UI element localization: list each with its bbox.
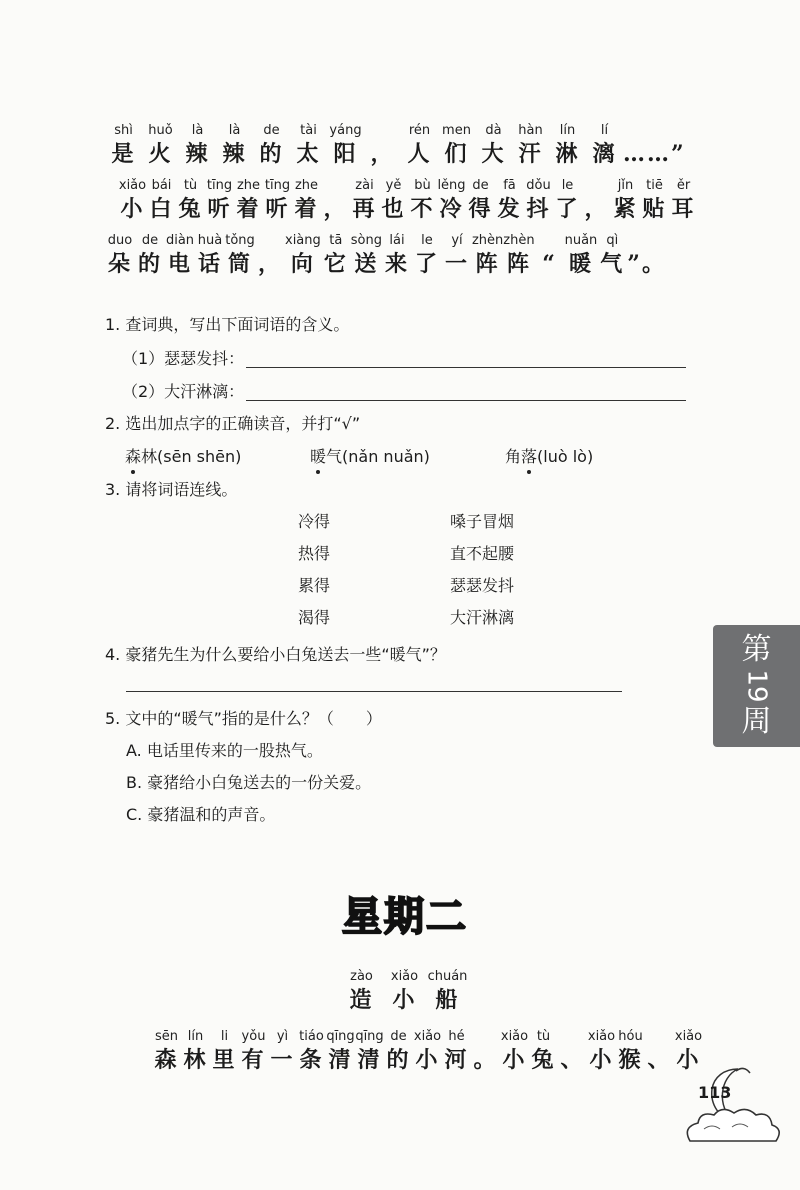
hanzi: 贴 xyxy=(642,196,667,222)
pinyin: zhe xyxy=(236,178,261,193)
story-line-2 xyxy=(118,177,698,224)
hanzi: 了 xyxy=(414,251,439,277)
ruby-char xyxy=(627,232,666,279)
ruby-char xyxy=(152,1028,181,1075)
hanzi: 阵 xyxy=(475,251,500,277)
pinyin: tǒng xyxy=(225,233,255,248)
ruby-char xyxy=(239,1028,268,1075)
ruby-char xyxy=(355,1028,384,1075)
pinyin: zhe xyxy=(294,178,319,193)
hanzi: 小 xyxy=(392,987,417,1013)
story2-line-1 xyxy=(152,1028,703,1075)
ruby-char xyxy=(105,122,142,169)
hanzi: 一 xyxy=(270,1047,295,1073)
pinyin: hé xyxy=(448,1029,465,1044)
ruby-char xyxy=(351,232,382,279)
pinyin: fā xyxy=(503,178,516,193)
pinyin: zài xyxy=(355,178,374,193)
ruby-char xyxy=(147,177,176,224)
hanzi: 的 xyxy=(386,1047,411,1073)
hanzi: 听 xyxy=(207,196,232,222)
match-left-1[interactable]: 冷得 xyxy=(298,512,331,531)
ruby-char xyxy=(442,232,472,279)
pinyin: sēn xyxy=(154,1029,178,1044)
hanzi: 辣 xyxy=(185,141,210,167)
hanzi: 朵 xyxy=(107,251,132,277)
hanzi: 、 xyxy=(560,1047,585,1073)
ruby-char xyxy=(500,1028,529,1075)
hanzi: 汗 xyxy=(518,141,543,167)
hanzi: ， xyxy=(257,251,282,277)
pinyin: dǒu xyxy=(526,178,551,193)
pinyin: de xyxy=(472,178,489,193)
match-left-4[interactable]: 渴得 xyxy=(298,608,331,627)
ruby-char xyxy=(587,1028,616,1075)
hanzi: 。 xyxy=(473,1047,498,1073)
pinyin: shì xyxy=(114,123,133,138)
hanzi: 人 xyxy=(407,141,432,167)
ruby-char xyxy=(340,968,383,1015)
story2-title xyxy=(340,968,469,1015)
ruby-char xyxy=(321,177,350,224)
hanzi: 的 xyxy=(259,141,284,167)
hanzi: 着 xyxy=(236,196,261,222)
ruby-char xyxy=(327,122,364,169)
hanzi: 它 xyxy=(323,251,348,277)
match-right-3[interactable]: 瑟瑟发抖 xyxy=(450,576,515,595)
pinyin: diàn xyxy=(165,233,195,248)
ruby-char xyxy=(565,232,598,279)
ruby-char xyxy=(437,177,466,224)
hanzi: 大 xyxy=(481,141,506,167)
hanzi: 话 xyxy=(197,251,222,277)
hanzi: 着 xyxy=(294,196,319,222)
hanzi: 淋 xyxy=(555,141,580,167)
pinyin: tīng xyxy=(206,178,233,193)
ruby-char xyxy=(285,232,321,279)
q5-option-c[interactable]: C. 豪猪温和的声音。 xyxy=(126,805,276,824)
hanzi: 小 xyxy=(676,1047,701,1073)
pinyin: yì xyxy=(276,1029,289,1044)
q5-option-a[interactable]: A. 电话里传来的一股热气。 xyxy=(126,741,323,760)
hanzi: 猴 xyxy=(618,1047,643,1073)
hanzi: 了 xyxy=(555,196,580,222)
hanzi: 里 xyxy=(212,1047,237,1073)
pinyin: xiàng xyxy=(285,233,321,248)
ruby-char xyxy=(408,177,437,224)
q2-option-3[interactable]: 角落(luò lò) xyxy=(505,447,594,466)
ruby-char xyxy=(466,177,495,224)
ruby-char xyxy=(553,177,582,224)
pinyin: huà xyxy=(197,233,223,248)
dotted-char: 暖 xyxy=(310,447,327,466)
pinyin: li xyxy=(220,1029,229,1044)
pinyin: bù xyxy=(414,178,431,193)
pinyin: zào xyxy=(350,969,373,984)
ruby-char xyxy=(210,1028,239,1075)
ruby-char xyxy=(472,232,503,279)
pinyin: tā xyxy=(329,233,343,248)
ruby-char xyxy=(135,232,165,279)
ruby-char xyxy=(412,232,442,279)
pinyin: men xyxy=(442,123,471,138)
pinyin: hàn xyxy=(518,123,543,138)
match-right-4[interactable]: 大汗淋漓 xyxy=(450,608,515,627)
ruby-char xyxy=(597,232,627,279)
pinyin: là xyxy=(228,123,241,138)
ruby-char xyxy=(512,122,549,169)
pinyin: duo xyxy=(107,233,133,248)
ruby-char xyxy=(582,177,611,224)
question-1a-label: （1）瑟瑟发抖： xyxy=(122,349,245,368)
ruby-char xyxy=(268,1028,297,1075)
hanzi: 暖 xyxy=(568,251,593,277)
hanzi: 筒 xyxy=(227,251,252,277)
ruby-char xyxy=(384,1028,413,1075)
hanzi: 再 xyxy=(352,196,377,222)
pinyin: yáng xyxy=(329,123,362,138)
hanzi: 的 xyxy=(137,251,162,277)
ruby-char xyxy=(503,232,534,279)
hanzi: 小 xyxy=(415,1047,440,1073)
ruby-char xyxy=(535,232,565,279)
hanzi: 冷 xyxy=(439,196,464,222)
question-2: 2. 选出加点字的正确读音，并打“√” xyxy=(105,414,361,433)
ruby-char xyxy=(176,177,205,224)
pinyin: yě xyxy=(385,178,402,193)
ruby-char xyxy=(623,122,686,169)
hanzi: 船 xyxy=(435,987,460,1013)
pinyin: lěng xyxy=(437,178,466,193)
pinyin: tù xyxy=(536,1029,551,1044)
dotted-char: 森 xyxy=(125,447,142,466)
pinyin: tiáo xyxy=(299,1029,324,1044)
ruby-char xyxy=(179,122,216,169)
ruby-char xyxy=(558,1028,587,1075)
pinyin: xiǎo xyxy=(674,1029,703,1044)
pinyin: rén xyxy=(408,123,431,138)
ruby-char xyxy=(669,177,698,224)
ruby-char xyxy=(475,122,512,169)
ruby-char xyxy=(616,1028,645,1075)
hanzi: 紧 xyxy=(613,196,638,222)
hanzi: 林 xyxy=(183,1047,208,1073)
hanzi: 小 xyxy=(120,196,145,222)
ruby-char xyxy=(379,177,408,224)
week-tab-suffix: 周 xyxy=(741,704,772,739)
hanzi: 听 xyxy=(265,196,290,222)
ruby-char xyxy=(383,968,426,1015)
ruby-char xyxy=(255,232,285,279)
ruby-char xyxy=(195,232,225,279)
match-right-1[interactable]: 嗓子冒烟 xyxy=(450,512,515,531)
pinyin: chuán xyxy=(427,969,468,984)
hanzi: 气 xyxy=(600,251,625,277)
ruby-char xyxy=(350,177,379,224)
hanzi: 一 xyxy=(444,251,469,277)
ruby-char xyxy=(216,122,253,169)
pinyin: qīng xyxy=(326,1029,355,1044)
pinyin: yí xyxy=(451,233,463,248)
pinyin: ěr xyxy=(676,178,691,193)
pinyin: dà xyxy=(485,123,502,138)
day-title: 星期二 xyxy=(342,894,468,940)
hanzi: 不 xyxy=(410,196,435,222)
ruby-char xyxy=(225,232,255,279)
pinyin: lái xyxy=(389,233,405,248)
hanzi: 火 xyxy=(148,141,173,167)
pinyin: là xyxy=(191,123,204,138)
ruby-char xyxy=(401,122,438,169)
ruby-char xyxy=(529,1028,558,1075)
ruby-char xyxy=(292,177,321,224)
pinyin: lí xyxy=(600,123,609,138)
hanzi: ， xyxy=(584,196,609,222)
question-4: 4. 豪猪先生为什么要给小白兔送去一些“暖气”？ xyxy=(105,645,446,664)
hanzi: ， xyxy=(323,196,348,222)
question-1b-label: （2）大汗淋漓： xyxy=(122,382,245,401)
ruby-char xyxy=(321,232,351,279)
hanzi: 也 xyxy=(381,196,406,222)
pinyin: xiǎo xyxy=(587,1029,616,1044)
ruby-char xyxy=(471,1028,500,1075)
hanzi: 小 xyxy=(502,1047,527,1073)
answer-blank-1b[interactable] xyxy=(246,400,686,401)
question-1: 1. 查词典，写出下面词语的含义。 xyxy=(105,315,350,334)
pinyin: jǐn xyxy=(617,178,634,193)
ruby-char xyxy=(326,1028,355,1075)
hanzi: 条 xyxy=(299,1047,324,1073)
pinyin: tài xyxy=(300,123,317,138)
week-tab-number: 19 xyxy=(741,669,772,703)
hanzi: ”。 xyxy=(627,251,666,277)
pinyin: huǒ xyxy=(148,123,173,138)
page-number: 113 xyxy=(698,1083,732,1102)
hanzi: 太 xyxy=(296,141,321,167)
week-tab xyxy=(713,625,800,747)
pinyin: qì xyxy=(606,233,619,248)
pinyin: lín xyxy=(187,1029,204,1044)
pinyin: nuǎn xyxy=(564,233,598,248)
ruby-char xyxy=(205,177,234,224)
hanzi: 阵 xyxy=(506,251,531,277)
hanzi: 得 xyxy=(468,196,493,222)
hanzi: 抖 xyxy=(526,196,551,222)
story-line-1 xyxy=(105,122,686,169)
hanzi: 兔 xyxy=(531,1047,556,1073)
ruby-char xyxy=(586,122,623,169)
hanzi: 们 xyxy=(444,141,469,167)
q2-option-1[interactable]: 森林(sēn shēn) xyxy=(125,447,242,466)
pinyin: xiǎo xyxy=(390,969,419,984)
pinyin: hóu xyxy=(618,1029,643,1044)
ruby-char xyxy=(495,177,524,224)
question-3: 3. 请将词语连线。 xyxy=(105,480,238,499)
pinyin: sòng xyxy=(350,233,382,248)
hanzi: 造 xyxy=(349,987,374,1013)
hanzi: 小 xyxy=(589,1047,614,1073)
hanzi: 向 xyxy=(290,251,315,277)
match-left-2[interactable]: 热得 xyxy=(298,544,331,563)
ruby-char xyxy=(640,177,669,224)
ruby-char xyxy=(426,968,469,1015)
pinyin: tù xyxy=(183,178,198,193)
hanzi: 河 xyxy=(444,1047,469,1073)
hanzi: 有 xyxy=(241,1047,266,1073)
ruby-char xyxy=(234,177,263,224)
ruby-char xyxy=(105,232,135,279)
ruby-char xyxy=(524,177,553,224)
hanzi: ， xyxy=(370,141,395,167)
hanzi: 、 xyxy=(647,1047,672,1073)
story-line-3 xyxy=(105,232,666,279)
hanzi: 来 xyxy=(384,251,409,277)
q2-option-2[interactable]: 暖气(nǎn nuǎn) xyxy=(310,447,430,466)
pinyin: zhèn xyxy=(503,233,535,248)
ruby-char xyxy=(181,1028,210,1075)
pinyin: yǒu xyxy=(241,1029,266,1044)
hanzi: 兔 xyxy=(178,196,203,222)
pinyin: le xyxy=(561,178,574,193)
hanzi: 漓 xyxy=(592,141,617,167)
ruby-char xyxy=(364,122,401,169)
hanzi: 白 xyxy=(149,196,174,222)
ruby-char xyxy=(118,177,147,224)
answer-blank-1a[interactable] xyxy=(246,367,686,368)
q5-option-b[interactable]: B. 豪猪给小白兔送去的一份关爱。 xyxy=(126,773,372,792)
pinyin: lín xyxy=(559,123,576,138)
hanzi: 清 xyxy=(357,1047,382,1073)
ruby-char xyxy=(549,122,586,169)
hanzi: 森 xyxy=(154,1047,179,1073)
moon-cloud-icon xyxy=(676,1063,790,1158)
ruby-char xyxy=(438,122,475,169)
match-right-2[interactable]: 直不起腰 xyxy=(450,544,515,563)
ruby-char xyxy=(253,122,290,169)
hanzi: 发 xyxy=(497,196,522,222)
pinyin: de xyxy=(263,123,280,138)
pinyin: de xyxy=(141,233,159,248)
hanzi: 清 xyxy=(328,1047,353,1073)
hanzi: 是 xyxy=(111,141,136,167)
match-left-3[interactable]: 累得 xyxy=(298,576,331,595)
hanzi: 辣 xyxy=(222,141,247,167)
pinyin: tīng xyxy=(264,178,291,193)
ruby-char xyxy=(413,1028,442,1075)
ruby-char xyxy=(263,177,292,224)
ruby-char xyxy=(297,1028,326,1075)
pinyin: xiǎo xyxy=(118,178,147,193)
ruby-char xyxy=(611,177,640,224)
question-5: 5. 文中的“暖气”指的是什么？（ ） xyxy=(105,709,382,728)
ruby-char xyxy=(142,122,179,169)
ruby-char xyxy=(645,1028,674,1075)
pinyin: xiǎo xyxy=(500,1029,529,1044)
pinyin: zhèn xyxy=(471,233,504,248)
answer-blank-4[interactable] xyxy=(126,691,622,692)
hanzi: 阳 xyxy=(333,141,358,167)
week-tab-prefix: 第 xyxy=(741,632,772,667)
pinyin: tiē xyxy=(646,178,663,193)
pinyin: de xyxy=(390,1029,407,1044)
ruby-char xyxy=(382,232,412,279)
hanzi: ……” xyxy=(623,141,686,167)
pinyin: bái xyxy=(151,178,172,193)
dotted-char: 落 xyxy=(521,447,538,466)
hanzi: 电 xyxy=(167,251,192,277)
hanzi: 送 xyxy=(354,251,379,277)
ruby-char xyxy=(165,232,195,279)
pinyin: xiǎo xyxy=(413,1029,442,1044)
hanzi: 耳 xyxy=(671,196,696,222)
hanzi: “ xyxy=(542,251,557,277)
ruby-char xyxy=(290,122,327,169)
pinyin: le xyxy=(421,233,433,248)
pinyin: qīng xyxy=(355,1029,384,1044)
ruby-char xyxy=(442,1028,471,1075)
